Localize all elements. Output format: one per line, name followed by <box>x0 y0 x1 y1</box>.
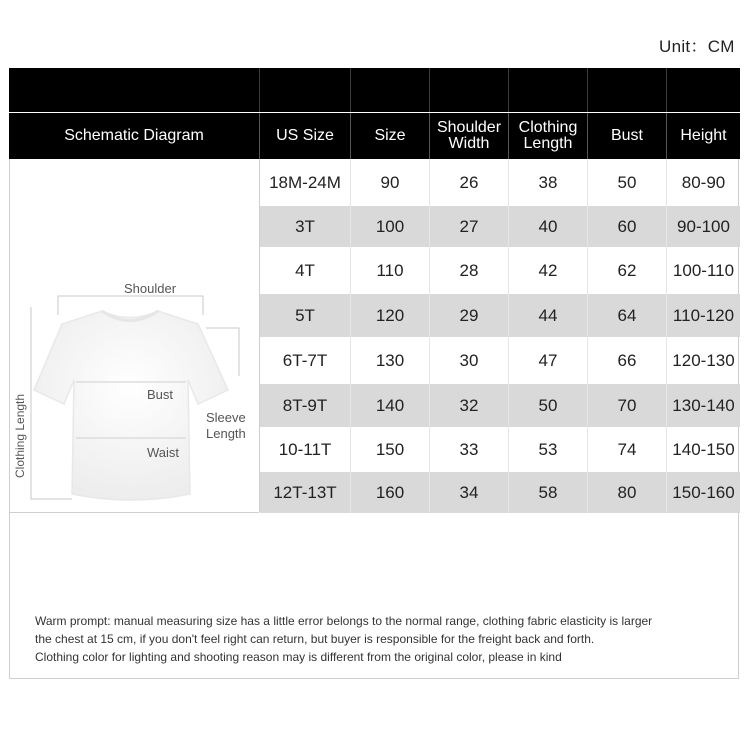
cell-bust: 62 <box>617 260 637 280</box>
cell-clothing-length: 53 <box>538 439 558 459</box>
note-line: the chest at 15 cm, if you don't feel right can return, but buyer is responsible for the freight back and forth. <box>35 632 595 646</box>
cell-clothing-length: 42 <box>538 260 558 280</box>
diagram-bottom-line <box>9 512 259 513</box>
cell-height: 110-120 <box>672 305 735 325</box>
cell-size: 110 <box>376 260 404 280</box>
cell-us-size: 3T <box>295 216 315 236</box>
bar-divider <box>350 68 351 112</box>
column-header-us-size: US Size <box>276 127 334 144</box>
cell-us-size: 6T-7T <box>282 350 328 370</box>
cell-size: 150 <box>375 439 405 459</box>
shoulder-guide-line <box>58 296 203 315</box>
cell-us-size: 10-11T <box>278 439 332 459</box>
tshirt-shape <box>34 311 228 500</box>
cell-size: 160 <box>375 482 405 502</box>
shoulder-label: Shoulder <box>124 281 177 296</box>
cell-height: 120-130 <box>672 350 735 370</box>
cell-bust: 64 <box>617 305 637 325</box>
cell-height: 130-140 <box>672 395 735 415</box>
note-line: Clothing color for lighting and shooting reason may is different from the original color, please in kind <box>35 650 562 664</box>
cell-shoulder-width: 30 <box>459 350 479 370</box>
cell-us-size: 8T-9T <box>282 395 328 415</box>
cell-bust: 80 <box>617 482 637 502</box>
bar-divider <box>666 68 667 112</box>
waist-label: Waist <box>147 445 180 460</box>
cell-size: 130 <box>375 350 405 370</box>
cell-shoulder-width: 26 <box>459 173 479 192</box>
cell-height: 140-150 <box>672 439 735 459</box>
note-line: Warm prompt: manual measuring size has a little error belongs to the normal range, clothing fabric elasticity is larger <box>35 614 653 628</box>
cell-clothing-length: 44 <box>538 305 558 325</box>
cell-us-size: 4T <box>295 260 315 280</box>
cell-size: 90 <box>380 173 400 192</box>
cell-bust: 50 <box>617 173 637 192</box>
cell-shoulder-width: 33 <box>459 439 479 459</box>
cell-clothing-length: 58 <box>538 482 558 502</box>
cell-size: 120 <box>375 305 405 325</box>
cell-shoulder-width: 27 <box>459 216 479 236</box>
bar-divider <box>259 68 260 112</box>
cell-us-size: 5T <box>295 305 315 325</box>
column-header-bust: Bust <box>610 127 643 144</box>
bar-divider <box>508 68 509 112</box>
cell-shoulder-width: 34 <box>459 482 479 502</box>
cell-shoulder-width: 32 <box>459 395 479 415</box>
cell-bust: 60 <box>617 216 637 236</box>
cell-clothing-length: 47 <box>538 350 558 370</box>
column-header-height: Height <box>680 127 727 144</box>
unit-label: Unit：CM <box>659 37 735 56</box>
bar-divider <box>429 68 430 112</box>
top-black-bar <box>9 68 740 112</box>
cell-height: 150-160 <box>672 482 735 502</box>
cell-us-size: 12T-13T <box>273 482 337 502</box>
cell-clothing-length: 38 <box>538 173 558 192</box>
cell-shoulder-width: 28 <box>459 260 479 280</box>
column-header-clothing-length: Clothing Length <box>518 119 578 152</box>
bar-divider <box>587 68 588 112</box>
schematic-header: Schematic Diagram <box>64 127 204 144</box>
column-header-shoulder-width: Shoulder Width <box>436 119 502 152</box>
cell-bust: 70 <box>617 395 637 415</box>
cell-clothing-length: 40 <box>538 216 558 236</box>
cell-clothing-length: 50 <box>538 395 558 415</box>
cell-bust: 66 <box>617 350 637 370</box>
cell-size: 140 <box>375 395 405 415</box>
cell-bust: 74 <box>617 439 637 459</box>
bust-label: Bust <box>147 387 174 402</box>
cell-shoulder-width: 29 <box>459 305 479 325</box>
cell-height: 80-90 <box>681 173 726 192</box>
tshirt-schematic-diagram <box>10 280 258 512</box>
sleeve-length-label: Sleeve Length <box>206 410 246 441</box>
cell-size: 100 <box>375 216 405 236</box>
cell-us-size: 18M-24M <box>269 173 341 192</box>
column-header-size: Size <box>374 127 406 144</box>
clothing-length-label: Clothing Length <box>13 393 27 478</box>
cell-height: 90-100 <box>677 216 730 236</box>
cell-height: 100-110 <box>672 260 735 280</box>
